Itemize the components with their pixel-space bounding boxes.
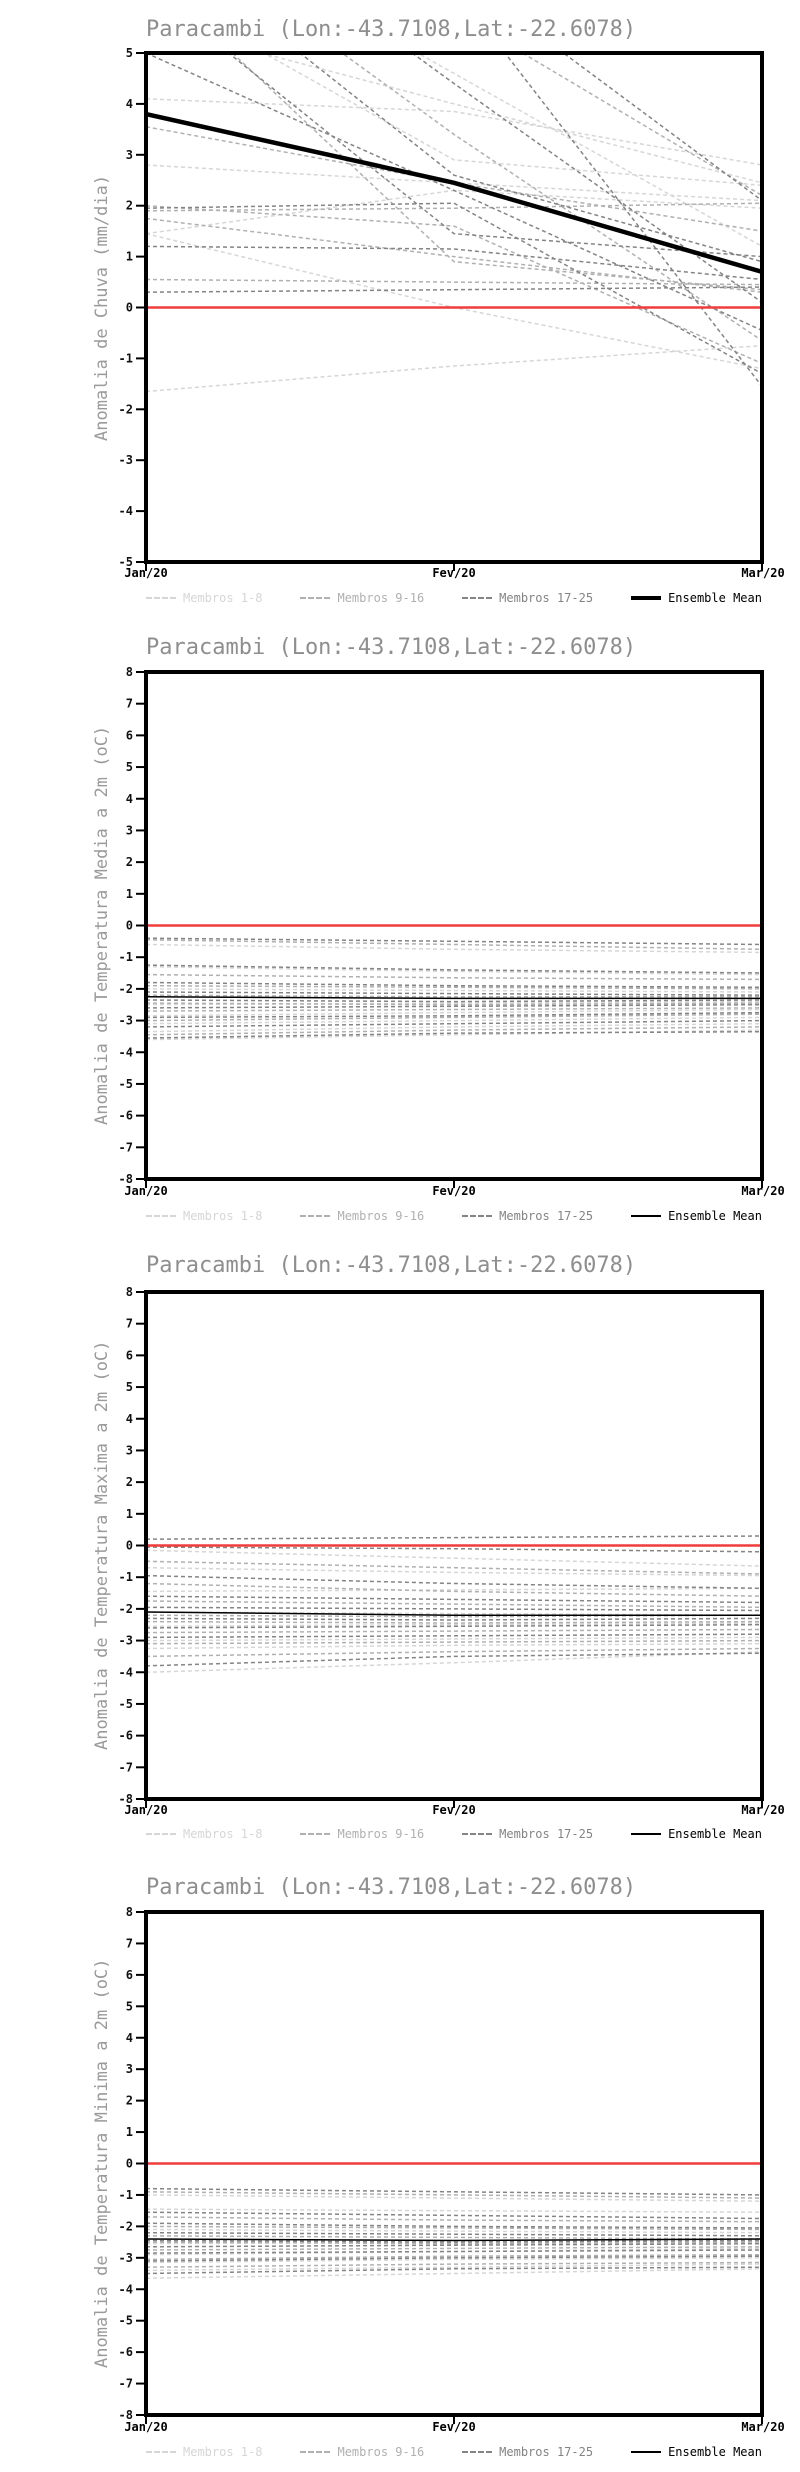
solid-line-swatch — [631, 2451, 661, 2453]
legend-label: Ensemble Mean — [668, 1827, 762, 1841]
svg-text:0: 0 — [125, 918, 133, 933]
legend-label: Membros 9-16 — [337, 1209, 425, 1223]
svg-text:3: 3 — [125, 1443, 133, 1458]
svg-text:6: 6 — [125, 1348, 133, 1363]
svg-text:5: 5 — [125, 46, 133, 60]
legend-label: Membros 9-16 — [337, 591, 425, 605]
chart-block-min-temp-anomaly — [0, 1854, 800, 2472]
svg-text:-1: -1 — [118, 351, 133, 366]
dashed-line-swatch — [300, 1215, 330, 1217]
svg-text:-8: -8 — [118, 2408, 133, 2422]
dashed-line-swatch — [146, 1833, 176, 1835]
svg-text:-5: -5 — [118, 1696, 133, 1711]
legend — [146, 2445, 762, 2459]
svg-text:-5: -5 — [118, 2313, 133, 2328]
legend-label: Membros 17-25 — [499, 1827, 594, 1841]
svg-text:-5: -5 — [118, 1076, 133, 1091]
chart-block-max-temp-anomaly — [0, 1236, 800, 1854]
legend-item-ensemble-mean — [631, 2445, 762, 2459]
legend — [146, 1827, 762, 1841]
chart-block-rain-anomaly — [0, 0, 800, 618]
legend-item-members-1-8 — [146, 591, 262, 605]
svg-text:-3: -3 — [118, 1013, 133, 1028]
solid-line-swatch — [631, 1215, 661, 1217]
legend-item-ensemble-mean — [631, 591, 762, 605]
svg-text:1: 1 — [125, 249, 133, 264]
svg-text:-6: -6 — [118, 1108, 133, 1123]
svg-text:2: 2 — [125, 1475, 133, 1490]
mean-temp-plot-canvas — [0, 618, 800, 1236]
legend-label: Membros 17-25 — [499, 591, 594, 605]
svg-text:-2: -2 — [118, 981, 133, 996]
svg-text:8: 8 — [125, 1905, 133, 1919]
svg-text:2: 2 — [125, 198, 133, 213]
svg-text:3: 3 — [125, 2062, 133, 2077]
svg-text:2: 2 — [125, 855, 133, 870]
dashed-line-swatch — [462, 2451, 492, 2453]
x-tick-label-jan: Jan/20 — [124, 1803, 168, 1817]
legend-label: Ensemble Mean — [668, 1209, 762, 1223]
legend — [146, 1209, 762, 1223]
svg-text:5: 5 — [125, 1999, 133, 2014]
svg-text:8: 8 — [125, 665, 133, 679]
legend-label: Membros 9-16 — [337, 1827, 425, 1841]
dashed-line-swatch — [462, 1833, 492, 1835]
x-axis-tick-labels — [0, 566, 800, 582]
dashed-line-swatch — [146, 597, 176, 599]
legend — [146, 591, 762, 605]
dashed-line-swatch — [462, 1215, 492, 1217]
legend-item-members-1-8 — [146, 1209, 262, 1223]
svg-text:8: 8 — [125, 1285, 133, 1299]
dashed-line-swatch — [300, 597, 330, 599]
x-tick-label-fev: Fev/20 — [432, 2420, 476, 2434]
legend-item-ensemble-mean — [631, 1827, 762, 1841]
y-axis-label: Anomalia de Chuva (mm/dia) — [92, 174, 112, 441]
y-axis-label: Anomalia de Temperatura Media a 2m (oC) — [92, 725, 112, 1126]
legend-item-members-17-25 — [462, 1827, 593, 1841]
dashed-line-swatch — [300, 2451, 330, 2453]
rain-anomaly-plot-canvas — [0, 0, 800, 618]
svg-text:-4: -4 — [118, 1665, 133, 1680]
x-tick-label-fev: Fev/20 — [432, 566, 476, 580]
svg-text:-5: -5 — [118, 555, 133, 569]
svg-text:0: 0 — [125, 1538, 133, 1553]
dashed-line-swatch — [462, 597, 492, 599]
svg-text:-2: -2 — [118, 2219, 133, 2234]
x-tick-label-mar: Mar/20 — [741, 2420, 785, 2434]
x-tick-label-mar: Mar/20 — [741, 1184, 785, 1198]
chart-title: Paracambi (Lon:-43.7108,Lat:-22.6078) — [146, 1253, 637, 1278]
legend-item-members-17-25 — [462, 2445, 593, 2459]
x-axis-tick-labels — [0, 1803, 800, 1819]
legend-item-members-9-16 — [300, 591, 424, 605]
svg-text:-2: -2 — [118, 402, 133, 417]
svg-text:4: 4 — [125, 1411, 133, 1426]
y-axis-label: Anomalia de Temperatura Minima a 2m (oC) — [92, 1958, 112, 2369]
svg-text:-1: -1 — [118, 2187, 133, 2202]
svg-text:3: 3 — [125, 823, 133, 838]
svg-text:-3: -3 — [118, 1633, 133, 1648]
x-tick-label-fev: Fev/20 — [432, 1184, 476, 1198]
svg-text:4: 4 — [125, 791, 133, 806]
svg-text:6: 6 — [125, 728, 133, 743]
legend-label: Membros 1-8 — [183, 2445, 263, 2459]
legend-item-members-9-16 — [300, 1209, 424, 1223]
legend-label: Ensemble Mean — [668, 2445, 762, 2459]
svg-text:-7: -7 — [118, 2376, 133, 2391]
svg-text:7: 7 — [125, 696, 133, 711]
svg-text:-4: -4 — [118, 504, 133, 519]
solid-line-swatch — [631, 1833, 661, 1835]
legend-item-members-1-8 — [146, 1827, 262, 1841]
x-tick-label-fev: Fev/20 — [432, 1803, 476, 1817]
legend-item-ensemble-mean — [631, 1209, 762, 1223]
solid-line-swatch — [631, 596, 661, 600]
svg-text:-6: -6 — [118, 1728, 133, 1743]
svg-text:5: 5 — [125, 1380, 133, 1395]
svg-text:7: 7 — [125, 1936, 133, 1951]
svg-text:1: 1 — [125, 1506, 133, 1521]
svg-text:-4: -4 — [118, 2282, 133, 2297]
chart-title: Paracambi (Lon:-43.7108,Lat:-22.6078) — [146, 17, 637, 42]
chart-title: Paracambi (Lon:-43.7108,Lat:-22.6078) — [146, 635, 637, 660]
svg-text:1: 1 — [125, 2125, 133, 2140]
svg-text:-6: -6 — [118, 2345, 133, 2360]
chart-title: Paracambi (Lon:-43.7108,Lat:-22.6078) — [146, 1875, 637, 1900]
legend-item-members-9-16 — [300, 2445, 424, 2459]
x-axis-tick-labels — [0, 2420, 800, 2436]
legend-label: Membros 1-8 — [183, 1827, 263, 1841]
svg-text:6: 6 — [125, 1967, 133, 1982]
legend-label: Membros 17-25 — [499, 2445, 594, 2459]
x-tick-label-jan: Jan/20 — [124, 1184, 168, 1198]
svg-text:-2: -2 — [118, 1601, 133, 1616]
dashed-line-swatch — [146, 2451, 176, 2453]
max-temp-plot-canvas — [0, 1236, 800, 1854]
y-axis-label: Anomalia de Temperatura Maxima a 2m (oC) — [92, 1340, 112, 1751]
svg-text:-4: -4 — [118, 1045, 133, 1060]
svg-text:5: 5 — [125, 760, 133, 775]
x-tick-label-jan: Jan/20 — [124, 2420, 168, 2434]
svg-text:-8: -8 — [118, 1172, 133, 1186]
svg-text:-7: -7 — [118, 1140, 133, 1155]
svg-text:-1: -1 — [118, 1570, 133, 1585]
svg-text:7: 7 — [125, 1316, 133, 1331]
svg-text:4: 4 — [125, 2030, 133, 2045]
svg-text:3: 3 — [125, 147, 133, 162]
legend-label: Membros 1-8 — [183, 591, 263, 605]
x-tick-label-jan: Jan/20 — [124, 566, 168, 580]
svg-text:1: 1 — [125, 886, 133, 901]
svg-text:-3: -3 — [118, 453, 133, 468]
legend-item-members-1-8 — [146, 2445, 262, 2459]
svg-text:0: 0 — [125, 300, 133, 315]
legend-item-members-17-25 — [462, 591, 593, 605]
x-tick-label-mar: Mar/20 — [741, 566, 785, 580]
chart-block-mean-temp-anomaly — [0, 618, 800, 1236]
dashed-line-swatch — [300, 1833, 330, 1835]
x-tick-label-mar: Mar/20 — [741, 1803, 785, 1817]
legend-item-members-9-16 — [300, 1827, 424, 1841]
dashed-line-swatch — [146, 1215, 176, 1217]
legend-label: Membros 9-16 — [337, 2445, 425, 2459]
x-axis-tick-labels — [0, 1184, 800, 1200]
legend-item-members-17-25 — [462, 1209, 593, 1223]
min-temp-plot-canvas — [0, 1854, 800, 2472]
legend-label: Membros 17-25 — [499, 1209, 594, 1223]
svg-text:-3: -3 — [118, 2250, 133, 2265]
svg-text:-1: -1 — [118, 950, 133, 965]
svg-text:4: 4 — [125, 96, 133, 111]
legend-label: Ensemble Mean — [668, 591, 762, 605]
svg-text:-8: -8 — [118, 1792, 133, 1806]
legend-label: Membros 1-8 — [183, 1209, 263, 1223]
svg-text:0: 0 — [125, 2156, 133, 2171]
svg-text:2: 2 — [125, 2093, 133, 2108]
svg-text:-7: -7 — [118, 1760, 133, 1775]
